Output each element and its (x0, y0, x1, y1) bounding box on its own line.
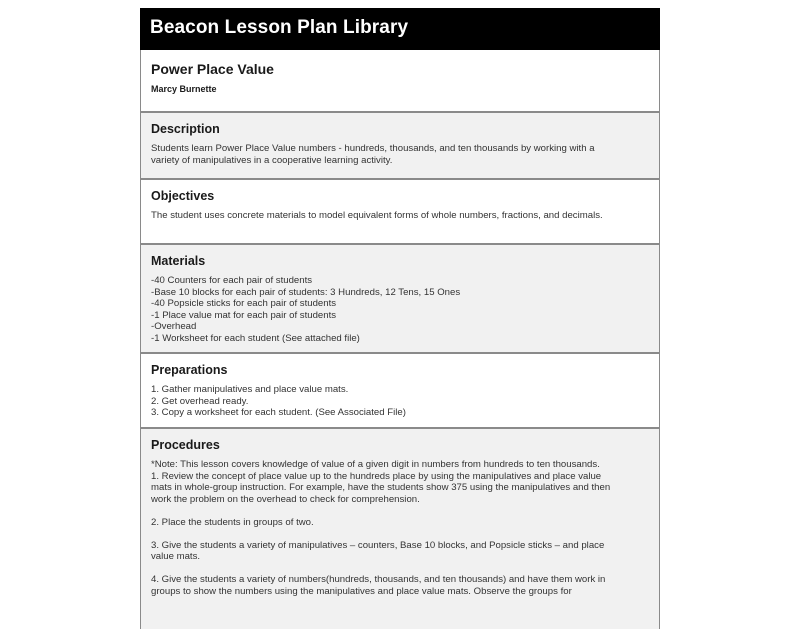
text-line: 2. Place the students in groups of two. (151, 516, 314, 528)
materials-item: -Overhead (151, 321, 197, 332)
text-line: 3. Give the students a variety of manipulatives – counters, Base 10 blocks, and Popsicle sticks – and place (151, 539, 605, 551)
preparations-list (151, 384, 649, 419)
preparation-step: 3. Copy a worksheet for each student. (See Associated File) (151, 407, 406, 418)
materials-item: -1 Worksheet for each student (See attached file) (151, 332, 360, 344)
description-text (151, 143, 649, 166)
preparation-step: 1. Gather manipulatives and place value mats. (151, 384, 349, 395)
section-heading: Preparations (151, 363, 228, 377)
section-heading: Objectives (151, 189, 215, 203)
text-line: *Note: This lesson covers knowledge of value of a given digit in numbers from hundreds to ten thousands. (151, 459, 600, 470)
site-banner (140, 8, 660, 50)
preparation-step: 2. Get overhead ready. (151, 395, 249, 407)
materials-section (140, 245, 660, 354)
materials-item: -1 Place value mat for each pair of students (151, 309, 337, 321)
procedure-paragraph (151, 517, 649, 529)
text-line: Students learn Power Place Value numbers - hundreds, thousands, and ten thousands by working with a (151, 143, 595, 154)
text-line: mats in whole-group instruction. For example, have the students show 375 using the manipulatives and then (151, 482, 611, 493)
section-heading: Description (151, 122, 220, 136)
site-title: Beacon Lesson Plan Library (150, 17, 409, 38)
materials-item: -40 Popsicle sticks for each pair of students (151, 298, 337, 309)
procedures-section (140, 429, 660, 629)
preparations-section (140, 354, 660, 429)
objectives-text (151, 210, 649, 222)
objectives-section (140, 180, 660, 245)
lesson-plan-page (140, 8, 660, 629)
text-line: variety of manipulatives in a cooperative learning activity. (151, 154, 393, 166)
lesson-header (140, 50, 660, 113)
text-line: groups to show the numbers using the manipulatives and place value mats. Observe the groups for (151, 585, 572, 597)
procedure-paragraph (151, 574, 649, 597)
section-heading: Materials (151, 254, 206, 268)
text-line: 4. Give the students a variety of numbers(hundreds, thousands, and ten thousands) and have them work in (151, 574, 606, 585)
text-line: 1. Review the concept of place value up to the hundreds place by using the manipulatives and place value (151, 470, 602, 482)
lesson-author: Marcy Burnette (151, 84, 217, 94)
lesson-title: Power Place Value (151, 61, 274, 77)
section-heading: Procedures (151, 438, 220, 452)
description-section (140, 113, 660, 180)
text-line: work the problem on the overhead to check for comprehension. (151, 493, 420, 505)
procedure-paragraph (151, 459, 649, 505)
text-line: The student uses concrete materials to model equivalent forms of whole numbers, fractions, and decimals. (151, 210, 603, 221)
materials-item: -40 Counters for each pair of students (151, 275, 313, 286)
procedures-text (151, 459, 649, 597)
materials-item: -Base 10 blocks for each pair of students: 3 Hundreds, 12 Tens, 15 Ones (151, 286, 461, 298)
text-line: value mats. (151, 551, 201, 562)
procedure-paragraph (151, 540, 649, 563)
materials-list (151, 275, 649, 344)
